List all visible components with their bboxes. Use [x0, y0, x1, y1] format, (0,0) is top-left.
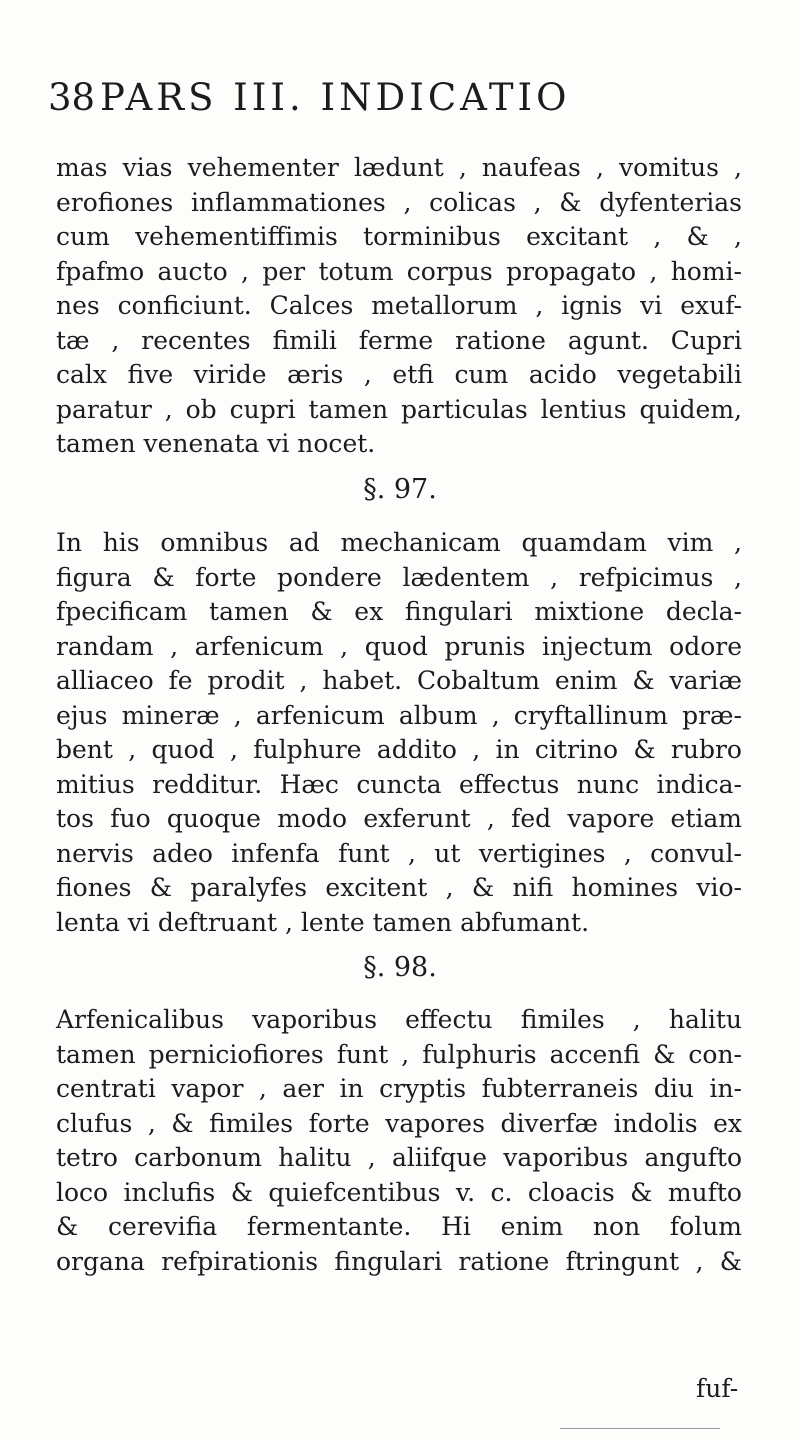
- section-heading-98: §. 98.: [363, 952, 437, 983]
- text-line: mitius redditur. Hæc cuncta effectus nunc indica-: [56, 769, 742, 799]
- text-line: & cerevifia fermentante. Hi enim non folum: [56, 1212, 742, 1241]
- text-line: mas vias vehementer lædunt , naufeas , vomitus ,: [56, 153, 742, 182]
- text-line: erofiones inflammationes , colicas , & dyfenterias: [56, 187, 742, 217]
- catchword: fuf-: [696, 1374, 739, 1403]
- text-line: alliaceo fe prodit , habet. Cobaltum enim & variæ: [56, 666, 742, 695]
- section-heading-97: §. 97.: [363, 474, 437, 505]
- text-line: centrati vapor , aer in cryptis fubterraneis diu in-: [56, 1074, 742, 1103]
- text-line: calx five viride æris , etfi cum acido vegetabili: [56, 360, 742, 389]
- text-line: fpafmo aucto , per totum corpus propagato , homi-: [56, 256, 742, 286]
- text-line: ejus mineræ , arfenicum album , cryftallinum præ-: [56, 700, 742, 730]
- text-line: lenta vi deftruant , lente tamen abfumant.: [56, 907, 590, 937]
- text-line: paratur , ob cupri tamen particulas lentius quidem,: [56, 394, 742, 424]
- text-line: bent , quod , fulphure addito , in citrino & rubro: [56, 735, 742, 764]
- text-line: tetro carbonum halitu , aliifque vaporibus angufto: [56, 1143, 742, 1172]
- text-line: tæ , recentes fimili ferme ratione agunt. Cupri: [56, 325, 742, 355]
- text-line: clufus , & fimiles forte vapores diverfæ indolis ex: [56, 1108, 742, 1138]
- text-line: organa refpirationis fingulari ratione ftringunt , &: [56, 1246, 742, 1276]
- text-line: In his omnibus ad mechanicam quamdam vim ,: [56, 528, 742, 557]
- text-line: figura & forte pondere lædentem , refpicimus ,: [56, 562, 742, 592]
- text-line: tos fuo quoque modo exferunt , fed vapore etiam: [56, 804, 742, 833]
- paragraph-continuation: [56, 151, 742, 462]
- text-line: tamen perniciofiores funt , fulphuris accenfi & con-: [56, 1039, 742, 1069]
- text-line: nes conficiunt. Calces metallorum , ignis vi exuf-: [56, 291, 742, 320]
- page-number: 38: [48, 76, 96, 119]
- text-line: fpecificam tamen & ex fingulari mixtione decla-: [56, 597, 742, 626]
- text-line: nervis adeo infenfa funt , ut vertigines , convul-: [56, 838, 742, 868]
- page-header: [48, 76, 748, 124]
- text-line: fiones & paralyfes excitent , & nifi homines vio-: [56, 873, 742, 902]
- text-line: tamen venenata vi nocet.: [56, 429, 376, 458]
- text-line: cum vehementiffimis torminibus excitant , & ,: [56, 222, 742, 251]
- text-line: loco inclufis & quiefcentibus v. c. cloacis & mufto: [56, 1177, 742, 1207]
- section-98-body: [56, 1003, 742, 1279]
- text-line: randam , arfenicum , quod prunis injectum odore: [56, 631, 742, 661]
- text-line: Arfenicalibus vaporibus effectu fimiles , halitu: [56, 1005, 742, 1034]
- running-title: PARS III. INDICATIO: [100, 76, 571, 119]
- section-97-body: [56, 526, 742, 940]
- bottom-rule: [560, 1428, 720, 1429]
